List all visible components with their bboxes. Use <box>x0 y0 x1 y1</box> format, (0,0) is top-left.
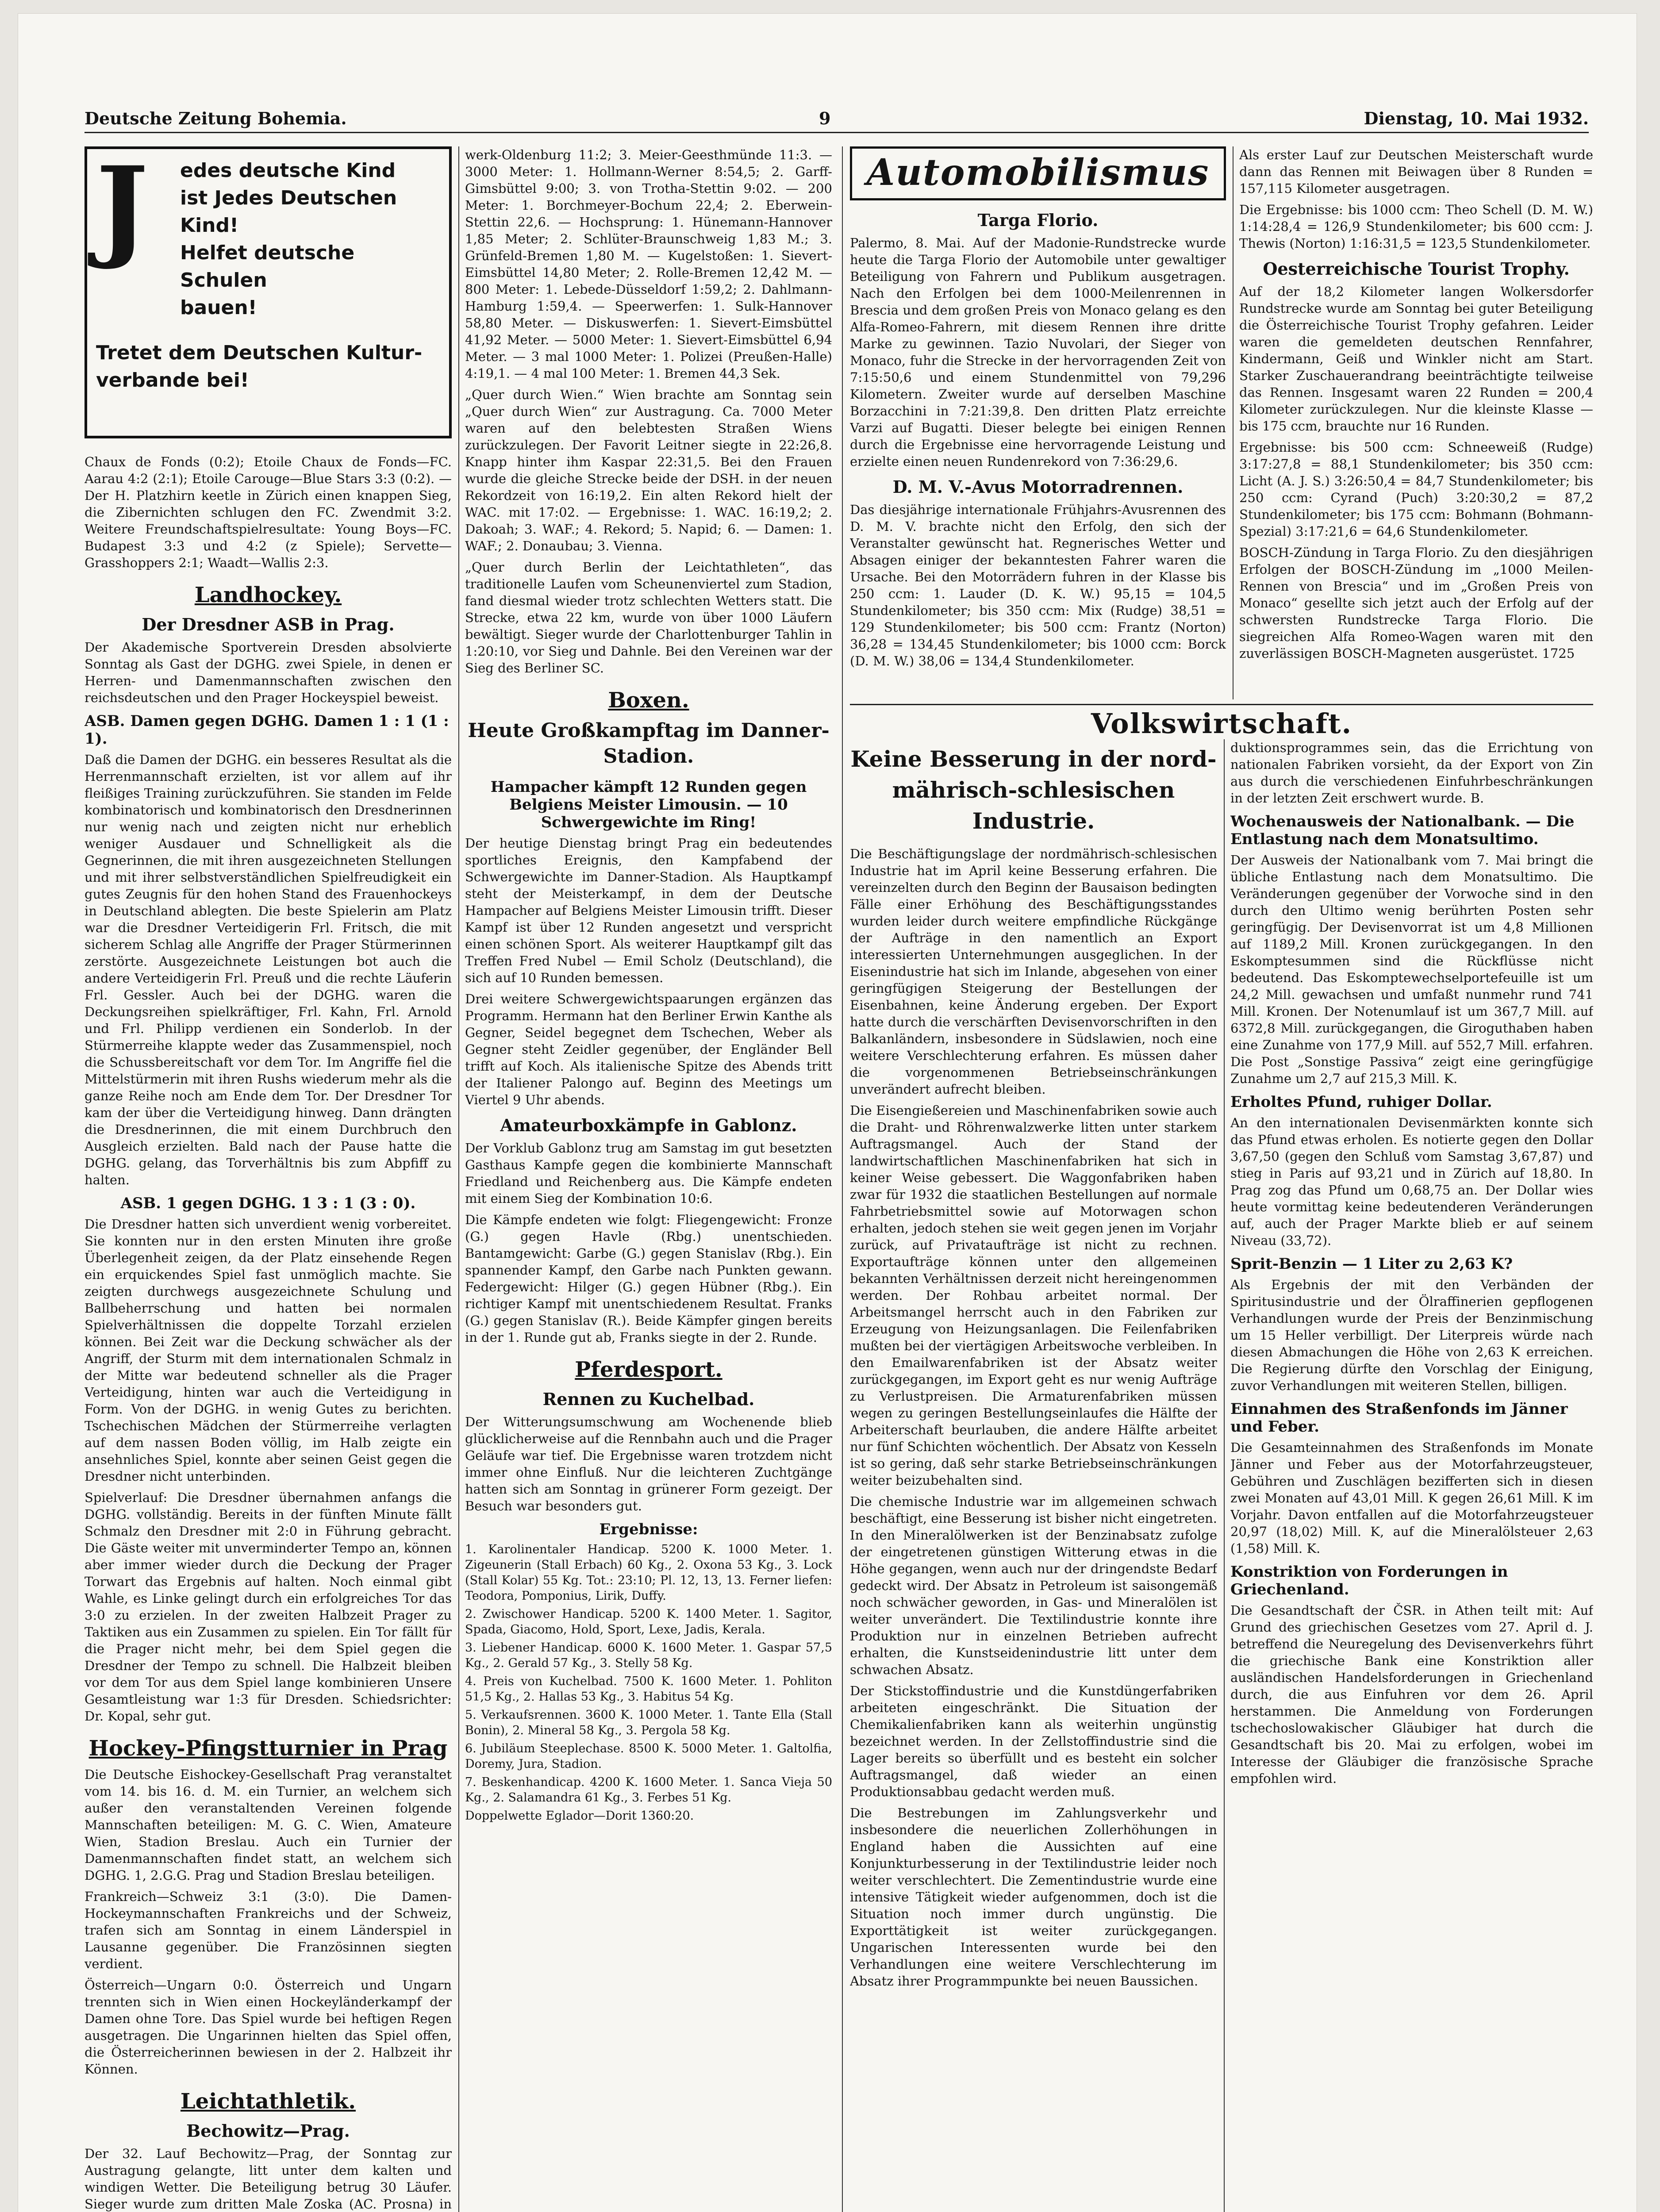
race-result: 1. Karolinentaler Handicap. 5200 K. 1000 Meter. 1. Zigeunerin (Stall Erbach) 60 Kg., 2. Oxona 53 Kg., 3. Lock (Stall Kolar) 55 Kg. Tot.: 23:10; Pl. 12, 13, 13. Ferner liefen: Teodora, Pomponius, Lirik, Duffy. <box>465 1543 832 1603</box>
advert-text: BOSCH-Zündung in Targa Florio. Zu den diesjährigen Erfolgen der BOSCH-Zündung im „1000 Meilen-Rennen von Brescia“ und im „Großen Preis von Monaco“ gesellte sich jetzt auch der Erfolg auf der schwersten Rundstrecke Targa Florio. Die siegreichen Alfa Romeo-Wagen waren mit den zuverlässigen BOSCH-Magneten ausgerüstet. 1725 <box>1239 545 1593 661</box>
article-headline: D. M. V.-Avus Motorradrennen. <box>892 477 1184 497</box>
kulturverband-ad <box>85 146 452 438</box>
article-text: Der Stickstoffindustrie und die Kunstdüngerfabriken arbeiteten eingeschränkt. Die Situation der Chemikalienfabriken kann als weiterhin ungünstig bezeichnet werden. In der Zellstoffindustrie sind die Lager bereits so überfüllt und es besteht ein solcher Auftragsmangel, daß wieder an einen Produktionsabbau gedacht werden muß. <box>850 1683 1217 1799</box>
ad-line: Helfet deutsche Schulen <box>180 242 355 292</box>
ad-line: bauen! <box>180 296 257 319</box>
article-headline: Wochenausweis der Nationalbank. — Die Entlastung nach dem Monatsultimo. <box>1230 813 1575 848</box>
article-text: An den internationalen Devisenmärkten konnte sich das Pfund etwas erholen. Es notierte gegen den Dollar 3,67,50 (gegen den Schluß vom Samstag 3,67,87) und stieg in Paris auf 93,21 und in Zürich auf 18,80. In Prag zog das Pfund um 0,68,75 an. Der Dollar wies heute vormittag keine bedeutenderen Veränderungen auf, auch der Prager Markte blieb er auf seinem Niveau (33,72). <box>1230 1115 1593 1248</box>
article-text: Österreich—Ungarn 0:0. Österreich und Ungarn trennten sich in Wien einen Hockeyländerkampf der Damen ohne Tore. Das Spiel wurde bei heftigen Regen ausgetragen. Die Ungarinnen hielten das Spiel offen, die Österreicherinnen bewiesen in der 2. Halbzeit ihr Können. <box>85 1978 452 2077</box>
article-text: Palermo, 8. Mai. Auf der Madonie-Rundstrecke wurde heute die Targa Florio der Automobile unter gewaltiger Beteiligung von Fahrern und Publikum ausgetragen. Nach den Erfolgen bei dem 1000-Meilenrennen in Brescia und dem großen Preis von Monaco gelang es den Alfa-Romeo-Fahrern, mit diesem Rennen ihre dritte Marke zu gewinnen. Tazio Nuvolari, der Sieger von Monaco, fuhr die Strecke in der hervorragenden Zeit von 7:15:50,6 und einem Stundenmittel von 79,296 Kilometern. Zweiter wurde auf derselben Maschine Borzacchini in 7:21:39,8. Den dritten Platz erreichte Varzi auf Bugatti. Dieser belegte bei einigen Rennen durch die Ergebnisse eine hervorragende Leistung und erzielte einen neuen Rundenrekord von 7:36:29,6. <box>850 235 1226 469</box>
article-text: Die Deutsche Eishockey-Gesellschaft Prag veranstaltet vom 14. bis 16. d. M. ein Turnier, an welchem sich außer den veranstaltenden Vereinen folgende Mannschaften beteiligen: M. G. C. Wien, Amateure Wien, Stadion Breslau. Auch ein Turnier der Damenmannschaften findet statt, an welchem sich DGHG. 1, 2.G.G. Prag und Stadion Breslau beteiligen. <box>85 1767 452 1883</box>
article-text: Die Gesandtschaft der ČSR. in Athen teilt mit: Auf Grund des griechischen Gesetzes vom 27. April d. J. betreffend die Neuregelung des Devisenverkehrs führt die griechische Bank eine Konstriktion aller ausländischen Handelsforderungen in Griechenland durch, die aus Einfuhren vor dem 26. April herstammen. Die Anmeldung von Forderungen tschechoslowakischer Gläubiger hat durch die Gesandtschaft bis 20. Mai zu erfolgen, wobei im Interesse der Gläubiger die französische Sprache empfohlen wird. <box>1230 1603 1593 1786</box>
article-text: Frankreich—Schweiz 3:1 (3:0). Die Damen-Hockeymannschaften Frankreichs und der Schweiz, trafen sich am Sonntag in einem Länderspiel in Lausanne gegenüber. Die Französinnen siegten verdient. <box>85 1889 452 1971</box>
page-header <box>85 102 1589 133</box>
article-text: Als erster Lauf zur Deutschen Meisterschaft wurde dann das Rennen mit Beiwagen über 8 Runden = 157,115 Kilometer ausgetragen. <box>1239 147 1593 196</box>
article-headline: Bechowitz—Prag. <box>186 2121 350 2141</box>
race-result: 7. Beskenhandicap. 4200 K. 1600 Meter. 1. Sanca Vieja 50 Kg., 2. Salamandra 61 Kg., 3. Ferbes 51 Kg. <box>465 1775 832 1805</box>
column-rule <box>842 146 843 2212</box>
column-1 <box>85 146 452 2212</box>
article-text: Chaux de Fonds (0:2); Etoile Chaux de Fonds—FC. Aarau 4:2 (2:1); Etoile Carouge—Blue Stars 3:3 (0:2). — Der H. Platzhirn keetle in Zürich einen knappen Sieg, die Zibernichten schlugen den FC. Zwendmit 3:2. Weitere Freundschaftspielresultate: Young Boys—FC. Budapest 3:3 und 4:2 (z Spiele); Servette—Grasshoppers 2:1; Waadt—Wallis 2:3. <box>85 454 452 570</box>
article-text: Die Ergebnisse: bis 1000 ccm: Theo Schell (D. M. W.) 1:14:28,4 = 126,9 Stundenkilometer; bis 600 ccm: J. Thewis (Norton) 1:16:31,5 = 123,5 Stundenkilometer. <box>1239 202 1593 251</box>
ad-line: edes deutsche Kind <box>180 159 396 182</box>
article-headline: Konstriktion von Forderungen in Griechenland. <box>1230 1563 1508 1598</box>
ad-initial: J <box>96 146 149 272</box>
issue-date: Dienstag, 10. Mai 1932. <box>1364 108 1589 128</box>
column-6 <box>1230 739 1593 2212</box>
race-result: 5. Verkaufsrennen. 3600 K. 1000 Meter. 1. Tante Ella (Stall Bonin), 2. Mineral 58 Kg., 3. Pergola 58 Kg. <box>465 1708 832 1737</box>
column-5 <box>850 739 1217 2212</box>
article-text: Der 32. Lauf Bechowitz—Prag, der Sonntag zur Austragung gelangte, litt unter dem kalten und windigen Wetter. Die Beteiligung betrug 30 Läufer. Sieger wurde zum dritten Male Zoska (AC. Prosna) in <box>85 2146 452 2212</box>
article-text: Der Akademische Sportverein Dresden absolvierte Sonntag als Gast der DGHG. zwei Spiele, in denen er Herren- und Damenmannschaften zwischen den reichsdeutschen und den Prager Hockeyspiel beweist. <box>85 640 452 705</box>
newspaper-name: Deutsche Zeitung Bohemia. <box>85 108 347 128</box>
article-text: Daß die Damen der DGHG. ein besseres Resultat als die Herrenmannschaft erzielten, ist vor allem auf ihr fleißiges Training zurückzuführen. Sie standen im Felde kombinatorisch und kombinatorisch den Dresdnerinnen nur wenig nach und zeigten nicht nur erheblich weniger Ausdauer und Schnelligkeit als die Gegnerinnen, die mit ihren ausgezeichneten Stellungen und mit ihrer selbstverständlichen Spielfreudigkeit ein gutes Zeugnis für den hohen Stand des Frauenhockeys in Deutschland ablegten. Die beste Spielerin am Platz war die Dresdner Verteidigerin Frl. Fritsch, die mit sicherem Schlag alle Angriffe der Prager Stürmerinnen zerstörte. Ausgezeichnete Leistungen bot auch die andere Verteidigerin Frl. Preuß und die rechte Läuferin Frl. Gessler. Auch bei der DGHG. waren die Deckungsreihen spielkräftiger, Frl. Kahn, Frl. Arnold und Frl. Philipp verdienen ein Sonderlob. In der Stürmerreihe klappte weder das Zusammenspiel, noch die Schussbereitschaft vor dem Tor. Im Angriffe fiel die Mittelstürmerin mit ihren Rushs wiederum mehr als die ganze Reihe noch am Ende dem Tor. Der Dresdner Tor kam der über die Verteidigung hinweg. Dann drängten die Dresdnerinnen, die mit einem Durchbruch den Ausgleich erzielten. Bald nach der Pause hatte die DGHG. gelang, das Torverhältnis bis zum Abpfiff zu halten. <box>85 752 452 1187</box>
results-heading: Ergebnisse: <box>599 1521 698 1538</box>
article-headline: Targa Florio. <box>977 210 1099 230</box>
section-heading: Landhockey. <box>194 583 342 607</box>
article-text: Der Witterungsumschwung am Wochenende blieb glücklicherweise auf die Rennbahn auch und die Prager Geläufe war tief. Die Ergebnisse waren trotzdem nicht immer ohne Einfluß. Nur die leichteren Zuchtgänge hatten sich am Sonntag in grünerer Form gezeigt. Der Besuch war besonders gut. <box>465 1414 832 1513</box>
section-rule <box>850 704 1593 705</box>
article-text: Die chemische Industrie war im allgemeinen schwach beschäftigt, eine Besserung ist bisher nicht eingetreten. In den Mineralölwerken ist der Benzinabsatz zufolge der eingetretenen günstigen Witterung etwas in die Höhe gegangen, wenn auch nur der dringendste Bedarf gedeckt wird. Der Absatz in Petroleum ist saisongemäß noch schwächer geworden, in Gas- und Mineralölen ist weiter unverändert. Die Textilindustrie konnte ihre Produktion nur in einzelnen Betrieben aufrecht erhalten, die Kunstseidenindustrie litt unter dem schwachen Absatz. <box>850 1494 1217 1677</box>
article-text: „Quer durch Wien.“ Wien brachte am Sonntag sein „Quer durch Wien“ zur Austragung. Ca. 7000 Meter waren auf den belebtesten Straßen Wiens zurückzulegen. Der Favorit Leitner siegte in 22:26,8. Knapp hinter ihm Kaspar 22:31,5. Bei den Frauen wurde die gleiche Strecke beide der DSH. in der neuen Rekordzeit von 16:19,2. Ein alten Rekord hielt der WAC. mit 17:02. — Ergebnisse: 1. WAC. 16:19,2; 2. Dakoah; 3. WAF.; 4. Rekord; 5. Napid; 6. — Damen: 1. WAF.; 2. Donaubau; 3. Vienna. <box>465 387 832 553</box>
column-2 <box>465 146 832 2212</box>
article-headline: Hockey-Pfingstturnier in Prag <box>88 1736 448 1761</box>
ad-line: Tretet dem Deutschen Kultur- <box>96 342 423 364</box>
article-subheadline: Hampacher kämpft 12 Runden gegen Belgiens Meister Limousin. — 10 Schwergewichte im Ring! <box>490 778 807 831</box>
article-text: Der Ausweis der Nationalbank vom 7. Mai bringt die übliche Entlastung nach dem Monatsultimo. Die Veränderungen gegenüber der Vorwoche sind in den durch den Ultimo wenig berührten Posten sehr geringfügig. Der Devisenvorrat ist um 4,8 Millionen auf 1189,2 Mill. Kronen zurückgegangen. In den Eskomptesummen sind die Rückflüsse nicht bedeutend. Das Eskomptewechselportefeuille ist um 24,2 Mill. gewachsen und umfaßt nunmehr rund 741 Mill. Kronen. Der Notenumlauf ist um 367,7 Mill. auf 6372,8 Mill. zurückgegangen, die Giroguthaben haben eine Zunahme von 177,9 Mill. auf 552,7 Mill. erfahren. Die Post „Sonstige Passiva“ zeigt eine geringfügige Zunahme um 2,7 auf 215,3 Mill. K. <box>1230 853 1593 1086</box>
article-headline: Heute Großkampftag im Danner-Stadion. <box>468 719 830 768</box>
race-result: 2. Zwischower Handicap. 5200 K. 1400 Meter. 1. Sagitor, Spada, Giacomo, Hold, Sport, Lexe, Jadis, Kerala. <box>465 1607 832 1636</box>
column-4 <box>1239 146 1593 699</box>
article-text: Der heutige Dienstag bringt Prag ein bedeutendes sportliches Ereignis, den Kampfabend der Schwergewichte im Danner-Stadion. Als Hauptkampf steht der Meisterkampf, in dem der Deutsche Hampacher auf Belgiens Meister Limousin trifft. Dieser Kampf ist über 12 Runden angesetzt und verspricht einen schönen Sport. Als weiterer Hauptkampf gilt das Treffen Fred Nubel — Emil Scholz (Deutschland), die sich auf 10 Runden bemessen. <box>465 836 832 985</box>
article-text: Die Gesamteinnahmen des Straßenfonds im Monate Jänner und Feber aus der Motorfahrzeugsteuer, Gebühren und Zuschlägen bezifferten sich in diesen zwei Monaten auf 43,01 Mill. K gegen 26,61 Mill. K im Vorjahr. Davon entfallen auf die Motorfahrzeugsteuer 20,97 (18,02) Mill. K, auf die Mineralölsteuer 2,63 (1,58) Mill. K. <box>1230 1440 1593 1556</box>
race-result: 6. Jubiläum Steeplechase. 8500 K. 5000 Meter. 1. Galtolfia, Doremy, Jura, Stadion. <box>465 1742 832 1771</box>
column-rule <box>458 146 459 2212</box>
section-banner <box>850 708 1593 739</box>
section-masthead-volkswirtschaft: Volkswirtschaft. <box>1091 708 1353 739</box>
newspaper-page <box>18 13 1637 2212</box>
article-headline: Keine Besserung in der nord-mährisch-schlesischen Industrie. <box>850 746 1217 834</box>
article-text: Drei weitere Schwergewichtspaarungen ergänzen das Programm. Hermann hat den Berliner Erwin Kanthe als Gegner, Seidel begegnet dem Tschechen, Weber als Gegner steht Zeidler gegenüber, der Engländer Bell trifft auf Koch. Als italienische Spitze des Abends tritt der Italiener Palongo auf. Beginn des Meetings um Viertel 9 Uhr abends. <box>465 991 832 1107</box>
article-text: Das diesjährige internationale Frühjahrs-Avusrennen des D. M. V. brachte nicht den Erfolg, den sich der Veranstalter gewünscht hat. Regnerisches Wetter und Absagen einiger der bekanntesten Fahrer waren die Ursache. Bei den Motorrädern fuhren in der Klasse bis 250 ccm: 1. Lauder (D. K. W.) 95,15 = 104,5 Stundenkilometer; bis 350 ccm: Mix (Rudge) 38,51 = 129 Stundenkilometer; bis 500 ccm: Frantz (Norton) 36,28 = 134,45 Stundenkilometer; bis 1000 ccm: Borck (D. M. W.) 38,06 = 134,4 Stundenkilometer. <box>850 502 1226 668</box>
article-text: „Quer durch Berlin der Leichtathleten“, das traditionelle Laufen vom Scheunenviertel zum Stadion, fand diesmal wieder trotz schlechten Wetters statt. Die Strecke, etwa 22 km, wurde von über 1000 Läufern bewältigt. Sieger wurde der Charlottenburger Tahlin in 1:20:10, vor Sieg und Dahnle. Bei den Vereinen war der Sieg des Berliner SC. <box>465 560 832 676</box>
article-headline: Amateurboxkämpfe in Gablonz. <box>500 1115 797 1135</box>
article-text: Auf der 18,2 Kilometer langen Wolkersdorfer Rundstrecke wurde am Sonntag bei guter Beteiligung die Österreichische Tourist Trophy gefahren. Leider waren die gemeldeten deutschen Rennfahrer, Kindermann, Geiß und Winkler nicht am Start. Starker Zuschauerandrang beeinträchtigte teilweise das Rennen. Insgesamt waren 22 Runden = 200,4 Kilometer zurückzulegen. Nur die kleinste Klasse — bis 175 ccm, brauchte nur 16 Runden. <box>1239 284 1593 434</box>
column-rule <box>1224 739 1225 2212</box>
article-headline: Einnahmen des Straßenfonds im Jänner und Feber. <box>1230 1400 1568 1436</box>
article-headline: Der Dresdner ASB in Prag. <box>142 614 395 634</box>
ad-line: ist Jedes Deutschen Kind! <box>180 187 397 237</box>
section-heading: Boxen. <box>608 688 689 713</box>
article-text: Die Beschäftigungslage der nordmährisch-schlesischen Industrie hat im April keine Besserung erfahren. Die vereinzelten durch den Beginn der Bausaison bedingten Fälle einer Erhöhung des Beschäftigungsstandes wurden leider durch weitere empfindliche Rückgänge der Aufträge in den namentlich an Export interessierten Unternehmungen ausgeglichen. In der Eisenindustrie hat sich im Inlande, abgesehen von einer geringfügigen Steigerung der Bestellungen der Eisenbahnen, keine Änderung ergeben. Der Export hatte durch die verschärften Devisenvorschriften in den Balkanländern, insbesondere in Südslawien, noch eine weitere Verschlechterung erfahren. Es müssen daher die vorgenommenen Betriebseinschränkungen unverändert aufrecht bleiben. <box>850 846 1217 1097</box>
article-text: Ergebnisse: bis 500 ccm: Schneeweiß (Rudge) 3:17:27,8 = 88,1 Stundenkilometer; bis 350 ccm: Licht (A. J. S.) 3:26:50,4 = 84,7 Stundenkilometer; bis 250 ccm: Cyrand (Puch) 3:20:30,2 = 87,2 Stundenkilometer; bis 175 ccm: Bohmann (Bohmann-Spezial) 3:17:21,6 = 64,6 Stundenkilometer. <box>1239 440 1593 539</box>
article-headline: Oesterreichische Tourist Trophy. <box>1263 259 1570 279</box>
match-headline: ASB. 1 gegen DGHG. 1 3 : 1 (3 : 0). <box>120 1194 416 1212</box>
section-heading: Leichtathletik. <box>180 2089 356 2114</box>
article-headline: Sprit-Benzin — 1 Liter zu 2,63 K? <box>1230 1255 1513 1273</box>
article-text: Als Ergebnis der mit den Verbänden der Spiritusindustrie und der Ölraffinerien gepflogenen Verhandlungen wurde der Preis der Benzinmischung um 15 Heller verbilligt. Der Literpreis würde nach diesen Abmachungen die Höhe von 2,63 K erreichen. Die Regierung dürfte den Vorschlag der Einigung, zuvor Verhandlungen mit weiteren Stellen, billigen. <box>1230 1277 1593 1393</box>
race-result: 3. Liebener Handicap. 6000 K. 1600 Meter. 1. Gaspar 57,5 Kg., 2. Gerald 57 Kg., 3. Stelly 58 Kg. <box>465 1641 832 1670</box>
section-heading: Pferdesport. <box>575 1357 722 1382</box>
article-text: Der Vorklub Gablonz trug am Samstag im gut besetzten Gasthaus Kampfe gegen die kombinierte Mannschaft Friedland und Reichenberg aus. Die Kämpfe endeten mit einem Sieg der Kombination 10:6. <box>465 1141 832 1206</box>
race-result: Doppelwette Eglador—Dorit 1360:20. <box>465 1809 694 1823</box>
article-text: Spielverlauf: Die Dresdner übernahmen anfangs die DGHG. vollständig. Bereits in der fünften Minute fällt Schmalz den Dresdner mit 2:0 in Führung gebracht. Die Gäste weiter mit unverminderter Tempo an, können aber immer wieder durch die Deckung der Prager Torwart das Ergebnis auf halten. Noch einmal gibt Wahle, es Linke gelingt durch ein erfolgreiches Tor das 3:0 zu erzielen. In der zweiten Halbzeit Prager zu Taktiken aus ein Zusammen zu spielen. Ein Tor fällt für die Prager nicht mehr, bei dem Spiel gegen die Dresdner der Tempo zu schnell. Die Halbzeit bleiben vor dem Tor aus dem Spiel lange kombinieren Unsere Gesamtleistung war 1:3 für Dresden. Schiedsrichter: Dr. Kopal, sehr gut. <box>85 1490 452 1724</box>
article-text: Die Kämpfe endeten wie folgt: Fliegengewicht: Fronze (G.) gegen Havle (Rbg.) unentschieden. Bantamgewicht: Garbe (G.) gegen Stanislav (Rbg.). Ein spannender Kampf, den Garbe nach Punkten gewann. Federgewicht: Hilger (G.) gegen Hübner (Rbg.). Ein richtiger Kampf mit unentschiedenem Resultat. Franks (G.) gegen Stanislav (R.). Beide Kämpfer gingen bereits in der 1. Runde gut ab, Franks siegte in der 2. Runde. <box>465 1212 832 1345</box>
article-text: duktionsprogrammes sein, das die Errichtung von nationalen Fabriken vorsieht, da der Export von Zin aus durch die verschiedenen Einfuhrbeschränkungen in der letzten Zeit erschwert wurde. B. <box>1230 740 1593 806</box>
article-text: Die Dresdner hatten sich unverdient wenig vorbereitet. Sie konnten nur in den ersten Minuten ihre große Überlegenheit zeigen, da der Platz einsehende Regen ein erquickendes Spiel fast unmöglich machte. Sie zeigten durchwegs ausgezeichnete Schulung und Ballbeherrschung und hatten bei normalen Spielverhältnissen die doppelte Torzahl erzielen können. Bei Zeit war die Deckung schwächer als der Angriff, der Sturm mit dem internationalen Schmalz in der Mitte war bedeutend schneller als die Prager Verteidigung, hinten war auch die Verteidigung in Form. Von der DGHG. in wenig Gutes zu berichten. Tschechischen Mädchen der Stürmerreihe verlagten auf dem nassen Boden völlig, im Halb zeigte ein ansehnliches Spiel, konnte aber seinen Geist gegen die Dresdner nicht unterbinden. <box>85 1217 452 1484</box>
ad-line: verbande bei! <box>96 369 249 392</box>
article-headline: Rennen zu Kuchelbad. <box>542 1389 755 1409</box>
match-headline: ASB. Damen gegen DGHG. Damen 1 : 1 (1 : 1). <box>85 712 449 748</box>
race-result: 4. Preis von Kuchelbad. 7500 K. 1600 Meter. 1. Pohliton 51,5 Kg., 2. Hallas 53 Kg., 3. Habitus 54 Kg. <box>465 1674 832 1704</box>
column-3 <box>850 146 1226 699</box>
page-number: 9 <box>819 108 831 128</box>
article-text: werk-Oldenburg 11:2; 3. Meier-Geesthmünde 11:3. — 3000 Meter: 1. Hollmann-Werner 8:54,5; 2. Garff-Gimsbüttel 9:00; 3. von Trotha-Stettin 9:02. — 200 Meter: 1. Borchmeyer-Bochum 22,4; 2. Eberwein-Stettin 22,6. — Hochsprung: 1. Hünemann-Hannover 1,85 Meter; 2. Schlüter-Braunschweig 1,83 M.; 3. Grünfeld-Bremen 1,80 M. — Kugelstoßen: 1. Sievert-Eimsbüttel 14,80 Meter; 2. Rolle-Bremen 12,42 M. — 800 Meter: 1. Lebede-Düsseldorf 1:59,2; 2. Dahlmann-Hamburg 1:59,4. — Speerwerfen: 1. Sulk-Hannover 58,80 Meter. — Diskuswerfen: 1. Sievert-Eimsbüttel 41,92 Meter. — 5000 Meter: 1. Sievert-Eimsbüttel 6,94 Meter. — 3 mal 1000 Meter: 1. Polizei (Preußen-Halle) 4:19,1. — 4 mal 100 Meter: 1. Bremen 44,3 Sek. <box>465 147 832 381</box>
article-text: Die Bestrebungen im Zahlungsverkehr und insbesondere die neuerlichen Zollerhöhungen in England haben die Aussichten auf eine Konjunkturbesserung in der Textilindustrie leider noch weiter verschlechtert. Die Zementindustrie wurde eine intensive Tätigkeit wieder aufgenommen, doch ist die Situation noch immer durch ungünstig. Die Exporttätigkeit ist weiter zurückgegangen. Ungarischen Interessenten wurde bei den Verhandlungen eine weitere Verschlechterung im Absatz ihrer Programmpunkte bei neuen Baussichen. <box>850 1805 1217 1989</box>
article-text: Die Eisengießereien und Maschinenfabriken sowie auch die Draht- und Röhrenwalzwerke litten unter starkem Auftragsmangel. Auch der Stand der landwirtschaftlichen Maschinenfabriken hat sich in keiner Weise gebessert. Die Waggonfabriken haben zwar für 1932 die staatlichen Bestellungen auf normale Fahrbetriebsmittel sowie auf Motorwagen schon erhalten, jedoch stehen sie weit gegen jenen im Vorjahr zurück, auf Privataufträge ist nicht zu rechnen. Exportaufträge können unter den allgemeinen bekannten Verhältnissen derzeit nicht hereingenommen werden. Der Rohbau arbeitet normal. Der Arbeitsmangel herrscht auch in den Fabriken zur Erzeugung von Heizungsanlagen. Die Feilenfabriken mußten bei der viertägigen Arbeitswoche verbleiben. In den Emailwarenfabriken ist der Absatz weiter zurückgegangen, im Export geht es nur wenig Aufträge zu Verlustpreisen. Die Armaturenfabriken müssen wegen zu geringen Bestellungseinlaufes die Hälfte der Arbeiterschaft beurlauben, die andere Hälfte arbeitet nur fünf Schichten wöchentlich. Der Absatz von Kesseln ist so gering, daß sehr starke Betriebseinschränkungen weiter beizubehalten sind. <box>850 1103 1217 1488</box>
article-headline: Erholtes Pfund, ruhiger Dollar. <box>1230 1093 1492 1111</box>
section-masthead-automobilismus: Automobilismus <box>850 146 1226 200</box>
